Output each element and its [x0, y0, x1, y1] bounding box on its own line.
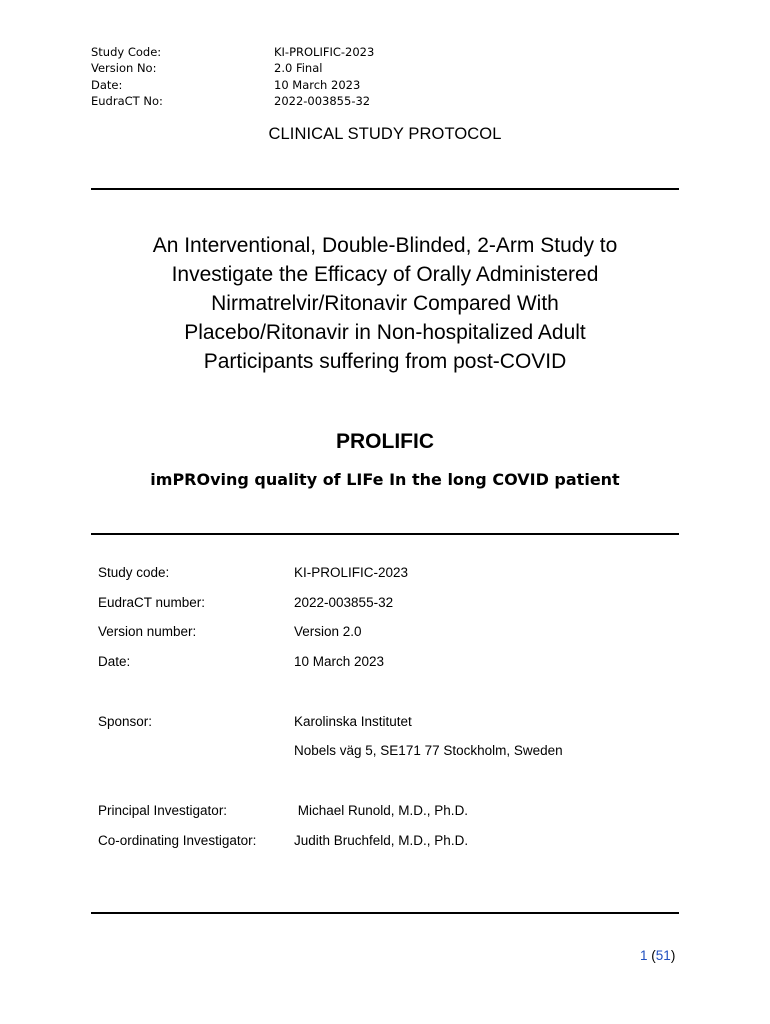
header-values — [274, 44, 524, 109]
study-title-line: Participants suffering from post-COVID — [203, 350, 567, 373]
header-label-version: Version No: — [91, 61, 157, 76]
study-title-line: An Interventional, Double-Blinded, 2-Arm Study to — [152, 234, 618, 257]
divider-top — [91, 188, 679, 190]
header-label-date: Date: — [91, 77, 123, 92]
info-row-date — [98, 654, 678, 672]
info-row-sponsor-address — [98, 743, 678, 761]
info-row-sponsor — [98, 714, 678, 732]
info-row-version — [98, 624, 678, 642]
header-value-version: 2.0 Final — [274, 61, 323, 76]
header-value-date: 10 March 2023 — [274, 77, 361, 92]
page-total-link[interactable]: 51 — [655, 948, 671, 963]
info-label: Version number: — [98, 624, 197, 639]
info-label: Study code: — [98, 565, 170, 580]
study-acronym: PROLIFIC — [336, 430, 434, 453]
info-row-eudract — [98, 595, 678, 613]
info-row-study-code — [98, 565, 678, 583]
divider-bottom — [91, 912, 679, 914]
info-value: Version 2.0 — [294, 624, 362, 639]
study-title — [100, 231, 670, 376]
divider-middle — [91, 533, 679, 535]
info-row-principal-investigator — [98, 803, 678, 821]
info-value: 2022-003855-32 — [294, 595, 394, 610]
document-type: CLINICAL STUDY PROTOCOL — [268, 125, 502, 143]
study-title-line: Nirmatrelvir/Ritonavir Compared With — [211, 292, 559, 315]
info-label: Co-ordinating Investigator: — [98, 833, 257, 848]
header-label-eudract: EudraCT No: — [91, 93, 163, 108]
page-close-paren: ) — [670, 948, 676, 963]
header-labels — [91, 44, 261, 109]
study-subtitle: imPROving quality of LIFe In the long COVID patient — [150, 470, 620, 489]
info-value: 10 March 2023 — [294, 654, 385, 669]
header-value-study-code: KI-PROLIFIC-2023 — [274, 45, 375, 59]
study-title-line: Investigate the Efficacy of Orally Administered — [171, 263, 599, 286]
study-title-line: Placebo/Ritonavir in Non-hospitalized Adult — [184, 321, 586, 344]
page-number — [640, 948, 675, 963]
info-label: Principal Investigator: — [98, 803, 228, 818]
info-label: Date: — [98, 654, 131, 669]
page-open-paren: ( — [651, 948, 656, 963]
info-label: EudraCT number: — [98, 595, 206, 610]
info-label: Sponsor: — [98, 714, 153, 729]
info-value: Nobels väg 5, SE171 77 Stockholm, Sweden — [294, 743, 563, 758]
info-value: KI-PROLIFIC-2023 — [294, 565, 409, 580]
info-value: Judith Bruchfeld, M.D., Ph.D. — [294, 833, 469, 848]
info-row-coordinating-investigator — [98, 833, 678, 851]
info-value: Karolinska Institutet — [294, 714, 412, 729]
header-label-study-code: Study Code: — [91, 45, 162, 59]
header-value-eudract: 2022-003855-32 — [274, 93, 371, 108]
info-value: Michael Runold, M.D., Ph.D. — [294, 803, 469, 818]
page-current-link[interactable]: 1 — [640, 948, 648, 963]
